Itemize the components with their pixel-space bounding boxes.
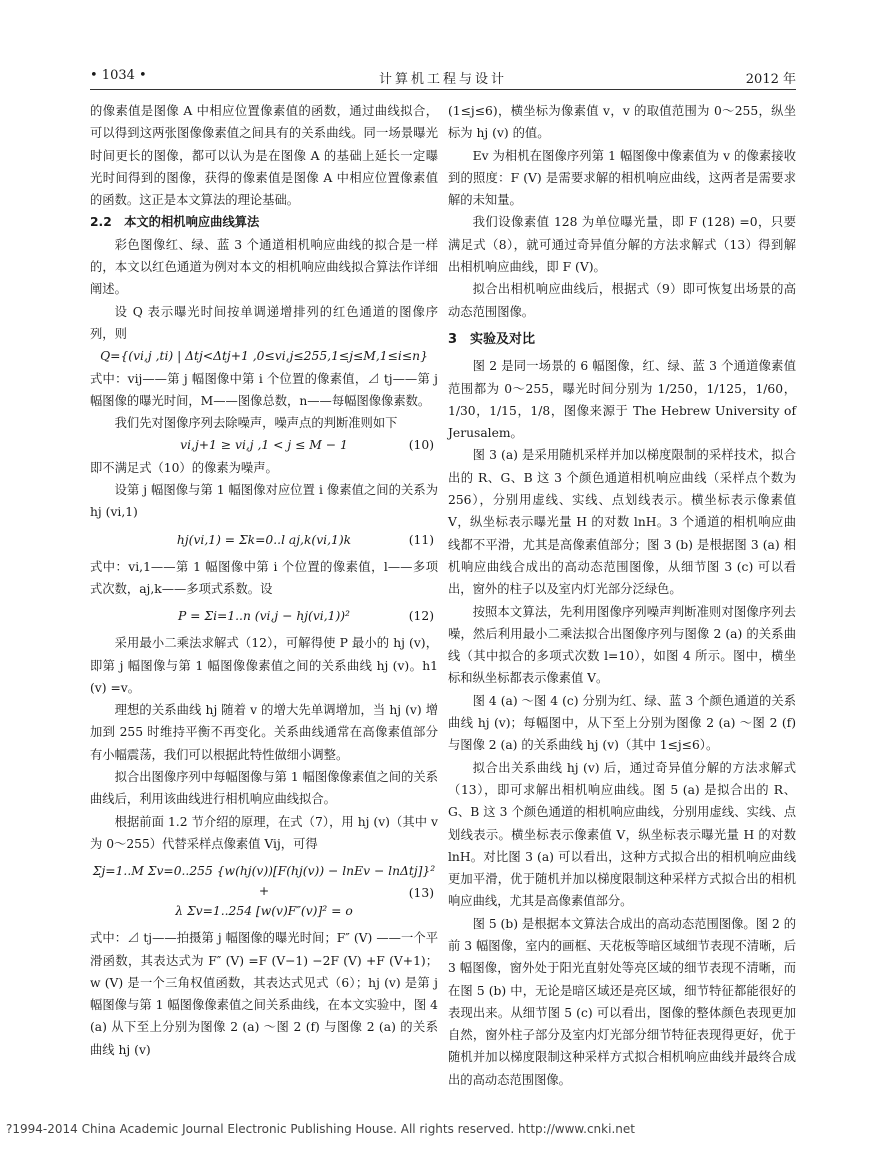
equation-13: Σj=1..M Σv=0..255 {w(hj(v))[F(hj(v)) − lnEv − lnΔtj]}² + λ Σv=1..254 [w(v)F″(v)]² = o (13)	[92, 864, 436, 919]
journal-title: 计算机工程与设计	[378, 72, 507, 87]
equation-number: (12)	[408, 609, 434, 624]
paragraph: 设 Q 表示曝光时间按单调递增排列的红色通道的图像序列，则	[90, 304, 438, 341]
equation-q: Q={(vi,j ,ti) | Δtj<Δtj+1 ,0≤vi,j≤255,1≤j≤M,1≤i≤n}	[100, 349, 428, 364]
equation-number: (13)	[408, 886, 434, 901]
equation-12: P = Σi=1..n (vi,j − hj(vi,1))² (12)	[90, 600, 438, 632]
equation-10: vi,j+1 ≥ vi,j ,1 < j ≤ M − 1 (10)	[90, 434, 438, 456]
paragraph: 理想的关系曲线 hj 随着 v 的增大先单调增加，当 hj (v) 增加到 255 时维持平衡不再变化。关系曲线通常在高像素值部分有小幅震荡，我们可以根据此特性做细小调整。	[90, 703, 438, 762]
paragraph: 图 5 (b) 是根据本文算法合成出的高动态范围图像。图 2 的前 3 幅图像，室内的画框、天花板等暗区域细节表现不清晰，后 3 幅图像，窗外处于阳光直射处等亮区域的细节表现不清晰，而在图 5 (b) 中，无论是暗区域还是亮区域，细节特征都能很好的表现出来。从细节图 5 (c) 可以看出，图像的整体颜色表现更加自然，窗外柱子部分及室内灯光部分细节特征表现得更好，优于随机并加以梯度限制这种采样方式拟合相机响应曲线并最终合成出的高动态范围图像。	[448, 916, 796, 1087]
paragraph: 式中：⊿ tj——拍摄第 j 幅图像的曝光时间；F″ (V) ——一个平滑函数，其表达式为 F″ (V) =F (V−1) −2F (V) +F (V+1)；w (V) 是一个三角权值函数，其表达式见式（6）；hj (v) 是第 j 幅图像与第 1 幅图像像素值之间关系曲线，在本文实验中，图 4 (a) 从下至上分别为图像 2 (a) ～图 2 (f) 与图像 2 (a) 的关系曲线 hj (v)	[90, 931, 438, 1057]
paragraph: 式中：vij——第 j 幅图像中第 i 个位置的像素值，⊿ tj——第 j 幅图像的曝光时间，M——图像总数，n——每幅图像像素数。	[90, 371, 438, 408]
paragraph: 图 3 (a) 是采用随机采样并加以梯度限制的采样技术，拟合出的 R、G、B 这 3 个颜色通道相机响应曲线（采样点个数为 256），分别用虚线、实线、点划线表示。横坐标表示像素值 V，纵坐标表示曝光量 H 的对数 lnH。3 个通道的相机响应曲线都不平滑，尤其是高像素值部分；图 3 (b) 是根据图 3 (a) 相机响应曲线合成出的高动态范围图像，从细节图 3 (c) 可以看出，窗外的柱子以及室内灯光部分泛绿色。	[448, 448, 796, 597]
running-header	[90, 68, 796, 88]
paragraph: 根据前面 1.2 节介绍的原理，在式（7），用 hj (v)（其中 v 为 0～255）代替采样点像素值 Vij，可得	[90, 814, 438, 851]
paragraph: 图 2 是同一场景的 6 幅图像，红、绿、蓝 3 个通道像素值范围都为 0～255，曝光时间分别为 1/250，1/125，1/60，1/30，1/15，1/8，图像来源于 The Hebrew University of Jerusalem。	[448, 359, 796, 441]
page-number: • 1034 •	[90, 68, 147, 83]
paragraph: 拟合出图像序列中每幅图像与第 1 幅图像像素值之间的关系曲线后，利用该曲线进行相机响应曲线拟合。	[90, 770, 438, 807]
paragraph: 式中：vi,1——第 1 幅图像中第 i 个位置的像素值，l——多项式次数，aj,k——多项式系数。设	[90, 559, 438, 596]
publication-year: 2012 年	[745, 72, 796, 87]
section-heading-2-2: 2.2 本文的相机响应曲线算法	[90, 215, 260, 230]
paragraph: 图 4 (a) ～图 4 (c) 分别为红、绿、蓝 3 个颜色通道的关系曲线 hj (v)；每幅图中，从下至上分别为图像 2 (a) ～图 2 (f) 与图像 2 (a) 的关系曲线 hj (v)（其中 1≤j≤6）。	[448, 693, 796, 753]
paragraph: 即不满足式（10）的像素为噪声。	[90, 460, 278, 475]
paragraph: 拟合出相机响应曲线后，根据式（9）即可恢复出场景的高动态范围图像。	[448, 282, 796, 319]
equation-number: (10)	[408, 438, 434, 453]
right-column	[448, 100, 796, 1091]
paragraph: 设第 j 幅图像与第 1 幅图像对应位置 i 像素值之间的关系为 hj (vi,1)	[90, 483, 438, 520]
paragraph: 采用最小二乘法求解式（12），可解得使 P 最小的 hj (v)，即第 j 幅图像与第 1 幅图像像素值之间的关系曲线 hj (v)。h1 (v) =v。	[90, 636, 438, 695]
equation-number: (11)	[408, 532, 434, 547]
header-rule	[90, 89, 796, 90]
paragraph: 彩色图像红、绿、蓝 3 个通道相机响应曲线的拟合是一样的，本文以红色通道为例对本文的相机响应曲线拟合算法作详细阐述。	[90, 237, 438, 297]
section-heading-3: 3 实验及对比	[448, 331, 536, 347]
paragraph: 我们先对图像序列去除噪声，噪声点的判断准则如下	[114, 416, 398, 431]
left-column	[90, 100, 438, 1061]
paragraph: Ev 为相机在图像序列第 1 幅图像中像素值为 v 的像素接收到的照度：F (V) 是需要求解的相机响应曲线，这两者是需要求解的未知量。	[448, 148, 796, 208]
equation-11: hj(vi,1) = Σk=0..l aj,k(vi,1)k (11)	[90, 524, 438, 556]
paragraph: 的像素值是图像 A 中相应位置像素值的函数，通过曲线拟合，可以得到这两张图像像素值之间具有的关系曲线。同一场景曝光时间更长的图像，都可以认为是在图像 A 的基础上延长一定曝光时间得到的图像，获得的像素值是图像 A 中相应位置像素值的函数。这正是本文算法的理论基础。	[90, 104, 438, 208]
paragraph: 我们设像素值 128 为单位曝光量，即 F (128) =0，只要满足式（8），就可通过奇异值分解的方法求解式（13）得到解出相机响应曲线，即 F (V)。	[448, 215, 796, 275]
paragraph: 按照本文算法，先利用图像序列噪声判断准则对图像序列去噪，然后利用最小二乘法拟合出图像序列与图像 2 (a) 的关系曲线（其中拟合的多项式次数 l=10），如图 4 所示。图中，横坐标和纵坐标都表示像素值 V。	[448, 604, 796, 686]
paragraph: 拟合出关系曲线 hj (v) 后，通过奇异值分解的方法求解式（13），即可求解出相机响应曲线。图 5 (a) 是拟合出的 R、G、B 这 3 个颜色通道的相机响应曲线，分别用虚线、实线、点划线表示。横坐标表示像素值 V，纵坐标表示曝光量 H 的对数 lnH。对比图 3 (a) 可以看出，这种方式拟合出的相机响应曲线更加平滑，优于随机并加以梯度限制这种采样方式拟合出的相机响应曲线，尤其是高像素值部分。	[448, 760, 796, 909]
paragraph: (1≤j≤6)，横坐标为像素值 v，v 的取值范围为 0～255，纵坐标为 hj (v) 的值。	[448, 104, 796, 141]
